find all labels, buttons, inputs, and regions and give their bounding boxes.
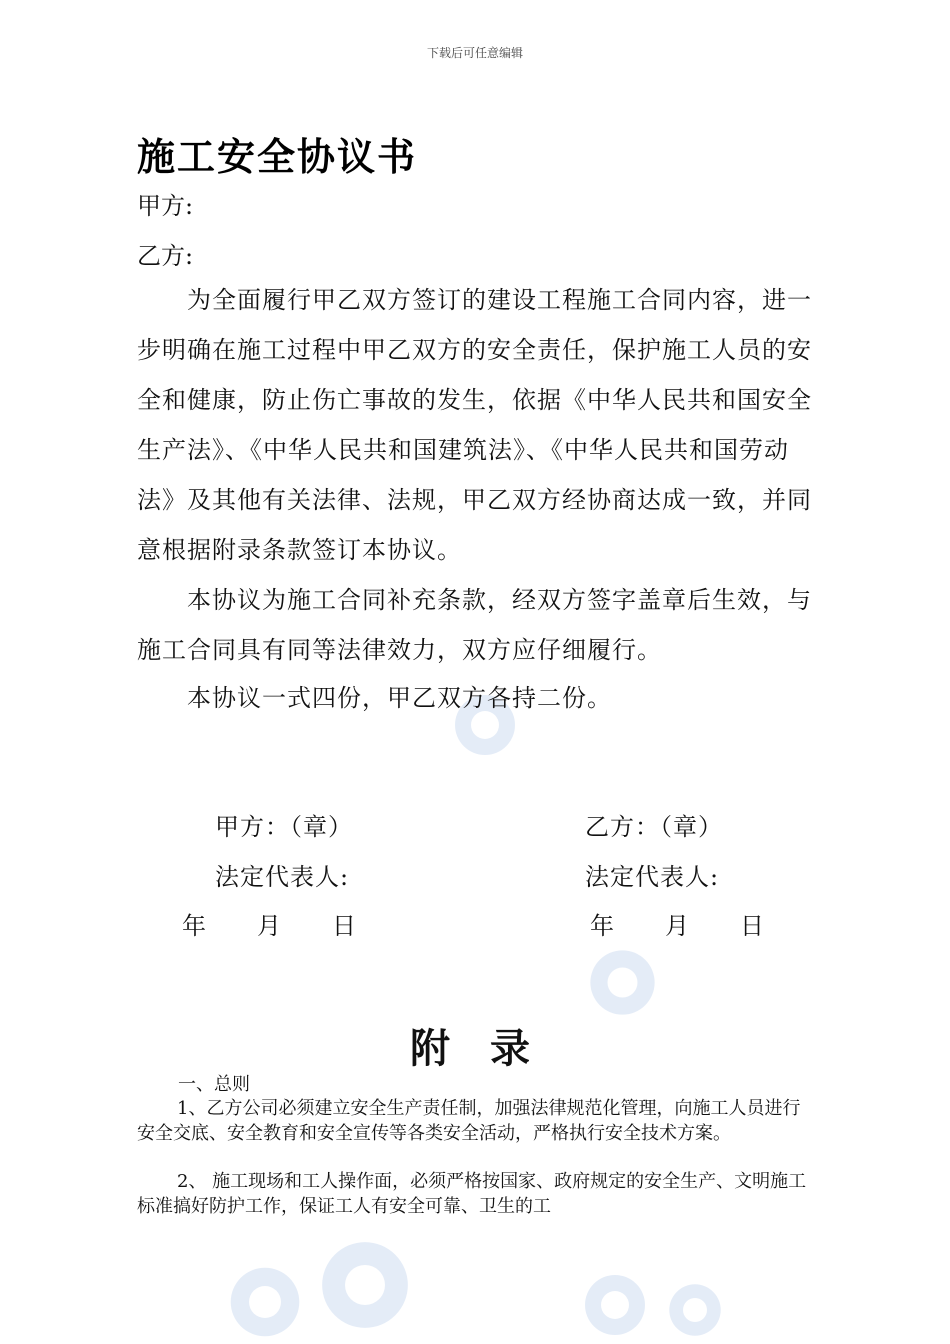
appendix-item: 1、乙方公司必须建立安全生产责任制，加强法律规范化管理，向施工人员进行安全交底、安全教育和安全宣传等各类安全活动，严格执行安全技术方案。	[137, 1098, 801, 1144]
watermark-flake-icon	[315, 1235, 415, 1335]
effect-paragraph: 本协议为施工合同补充条款，经双方签字盖章后生效，与施工合同具有同等法律效力，双方应仔细履行。	[137, 586, 812, 664]
party-a-representative: 法定代表人:	[215, 863, 350, 891]
download-note: 下载后可任意编辑	[426, 46, 523, 60]
party-b-date: 年 月 日	[590, 912, 765, 940]
watermark-flake-icon	[580, 1270, 650, 1340]
appendix-section-heading: 一、总则	[178, 1074, 250, 1095]
copies-paragraph: 本协议一式四份，甲乙双方各持二份。	[187, 684, 612, 712]
intro-paragraph: 为全面履行甲乙双方签订的建设工程施工合同内容，进一步明确在施工过程中甲乙双方的安全责任，保护施工人员的安全和健康，防止伤亡事故的发生，依据《中华人民共和国安全生产法》、《中华人民共和国建筑法》、《中华人民共和国劳动法》及其他有关法律、法规，甲乙双方经协商达成一致，并同意根据附录条款签订本协议。	[137, 286, 812, 564]
watermark-flake-icon	[665, 1280, 725, 1340]
watermark-flake-icon	[225, 1262, 305, 1342]
party-b-seal: 乙方：（章）	[585, 813, 723, 841]
watermark-flake-icon	[585, 945, 660, 1020]
appendix-item: 2、 施工现场和工人操作面，必须严格按国家、政府规定的安全生产、文明施工标准搞好防护工作，保证工人有安全可靠、卫生的工	[137, 1171, 807, 1217]
party-b-representative: 法定代表人:	[585, 863, 720, 891]
appendix-title: 附录	[410, 1025, 570, 1072]
party-a-seal: 甲方：（章）	[215, 813, 353, 841]
party-a-label: 甲方:	[137, 192, 194, 220]
party-a-date: 年 月 日	[182, 912, 357, 940]
document-title: 施工安全协议书	[137, 134, 418, 179]
party-b-label: 乙方:	[137, 242, 194, 270]
